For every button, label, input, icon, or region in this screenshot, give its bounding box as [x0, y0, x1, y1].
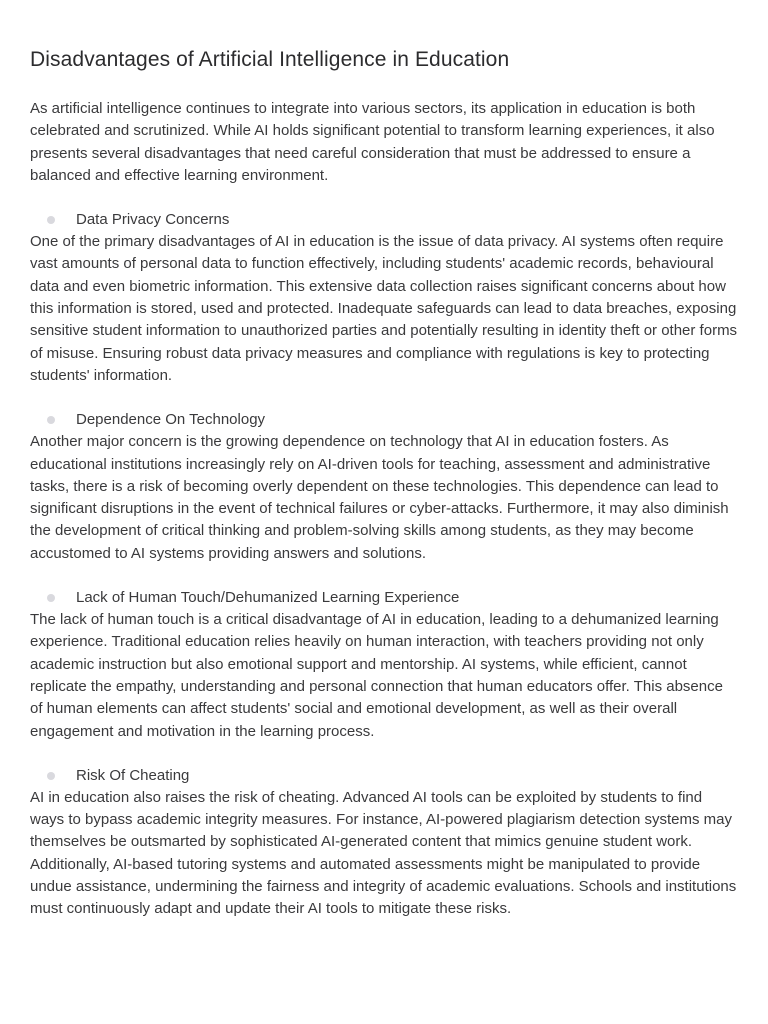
bullet-dot-icon — [47, 216, 55, 224]
section-body: Another major concern is the growing dependence on technology that AI in education fosters. As educational institutions increasingly rely on AI-driven tools for teaching, assessment and administrative tasks, there is a risk of becoming overly dependent on these technologies. This dependence can lead to significant disruptions in the event of technical failures or cyber-attacks. Furthermore, it may also diminish the development of critical thinking and problem-solving skills among students, as they may become accustomed to AI systems providing answers and solutions. — [30, 433, 729, 562]
bullet-heading: Lack of Human Touch/Dehumanized Learning Experience — [76, 589, 460, 607]
bullet-heading: Dependence On Technology — [76, 411, 266, 429]
bullet-item — [30, 765, 738, 787]
section-risk-of-cheating — [30, 765, 738, 921]
bullet-heading: Risk Of Cheating — [76, 766, 190, 784]
bullet-dot-icon — [47, 594, 55, 602]
section-body: The lack of human touch is a critical disadvantage of AI in education, leading to a dehumanized learning experience. Traditional education relies heavily on human interaction, with teachers providing not only academic instruction but also emotional support and mentorship. AI systems, while efficient, cannot replicate the empathy, understanding and personal connection that human educators offer. This absence of human elements can affect students' social and emotional development, as well as their overall engagement and motivation in the learning process. — [30, 611, 723, 740]
page-title: Disadvantages of Artificial Intelligence in Education — [30, 48, 510, 71]
bullet-heading: Data Privacy Concerns — [76, 211, 230, 229]
bullet-item — [30, 409, 738, 431]
bullet-item — [30, 587, 738, 609]
bullet-dot-icon — [47, 772, 55, 780]
bullet-dot-icon — [47, 416, 55, 424]
section-data-privacy — [30, 209, 738, 387]
section-dependence-on-technology — [30, 409, 738, 565]
bullet-item — [30, 209, 738, 231]
section-body: One of the primary disadvantages of AI in education is the issue of data privacy. AI systems often require vast amounts of personal data to function effectively, including students' academic records, behavioural data and even biometric information. This extensive data collection raises significant concerns about how this information is stored, used and protected. Inadequate safeguards can lead to data breaches, exposing sensitive student information to unauthorized parties and potentially resulting in identity theft or other forms of misuse. Ensuring robust data privacy measures and compliance with regulations is key to protecting students' information. — [30, 233, 738, 384]
intro-paragraph: As artificial intelligence continues to integrate into various sectors, its application in education is both celebrated and scrutinized. While AI holds significant potential to transform learning experiences, it also presents several disadvantages that need careful consideration that must be addressed to ensure a balanced and effective learning environment. — [30, 100, 715, 184]
section-lack-of-human-touch — [30, 587, 738, 743]
section-body: AI in education also raises the risk of cheating. Advanced AI tools can be exploited by students to find ways to bypass academic integrity measures. For instance, AI-powered plagiarism detection systems may themselves be outsmarted by sophisticated AI-generated content that mimics genuine student work. Additionally, AI-based tutoring systems and automated assessments might be manipulated to provide undue assistance, undermining the fairness and integrity of academic evaluations. Schools and institutions must continuously adapt and update their AI tools to mitigate these risks. — [30, 788, 737, 918]
